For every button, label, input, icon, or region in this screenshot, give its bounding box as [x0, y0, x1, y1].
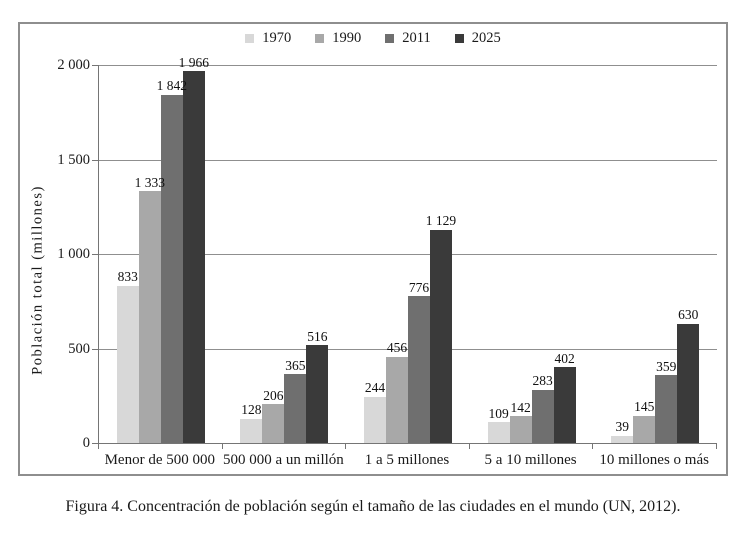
- x-axis-category-label: Menor de 500 000: [104, 452, 215, 468]
- bar-value-label: 1 333: [134, 174, 165, 190]
- bar-2025: [178, 54, 209, 443]
- y-axis-title: Población total (millones): [29, 185, 46, 375]
- legend-item-2011: [385, 31, 430, 46]
- plot-area: [98, 54, 717, 444]
- bar-1990: [262, 387, 284, 443]
- figure-caption: Figura 4. Concentración de población según el tamaño de las ciudades en el mundo (UN, 2012).: [65, 498, 681, 515]
- bar-2011: [284, 357, 306, 443]
- y-axis-tick-mark: [92, 349, 98, 350]
- bar-1990: [134, 174, 165, 443]
- bar-1990: [633, 399, 655, 443]
- bar-2011: [156, 78, 187, 443]
- x-axis-tick-mark: [592, 444, 593, 449]
- bar-value-label: 206: [263, 387, 284, 403]
- x-axis-category-label: 5 a 10 millones: [484, 452, 577, 468]
- bar-value-label: 776: [408, 279, 430, 295]
- bar-value-label: 39: [615, 419, 629, 435]
- bar-2011: [655, 358, 677, 443]
- y-axis-tick-label: 0: [82, 435, 90, 451]
- bar-value-label: 283: [532, 373, 553, 389]
- x-axis-tick-mark: [222, 444, 223, 449]
- bar-group-1: [99, 54, 223, 443]
- bar-value-label: 1 966: [178, 54, 209, 70]
- legend-label: 1970: [262, 30, 292, 46]
- bar-1970: [117, 269, 139, 443]
- bar-row: [117, 54, 209, 443]
- bar-2025: [677, 307, 699, 443]
- bar-2011: [408, 279, 430, 443]
- bar-1970: [240, 402, 262, 443]
- legend-item-1970: [245, 31, 291, 46]
- y-axis-tick-label: 1 500: [57, 151, 90, 168]
- bar-2025: [554, 350, 576, 443]
- x-axis-category-label: 10 millones o más: [599, 452, 709, 468]
- bar-value-label: 244: [364, 380, 386, 396]
- bar-row: [488, 350, 576, 443]
- bar-value-label: 365: [285, 357, 306, 373]
- bar-group-4: [470, 65, 594, 443]
- x-axis-tick-mark: [469, 444, 470, 449]
- y-axis-tick-label: 500: [68, 340, 90, 357]
- bar-2025: [425, 213, 457, 443]
- bar-value-label: 456: [386, 340, 408, 356]
- x-axis-category-label: 500 000 a un millón: [222, 452, 344, 468]
- bar-value-label: 128: [241, 402, 262, 418]
- bar-1990: [510, 399, 532, 443]
- bar-value-label: 145: [634, 399, 655, 415]
- bar-value-label: 109: [488, 405, 509, 421]
- bar-2011: [532, 373, 554, 443]
- bar-group-2: [223, 65, 347, 443]
- x-axis-tick-mark: [716, 444, 717, 449]
- bar-group-5: [593, 65, 717, 443]
- y-axis-tick-mark: [92, 160, 98, 161]
- bar-value-label: 516: [307, 328, 328, 344]
- legend-item-1990: [315, 31, 361, 46]
- x-axis-category-label: 1 a 5 millones: [364, 452, 450, 468]
- bar-value-label: 142: [510, 399, 531, 415]
- bar-2025: [306, 328, 328, 443]
- y-axis-tick-label: 2 000: [57, 57, 90, 73]
- legend-label: 1990: [332, 30, 362, 46]
- bar-value-label: 359: [656, 358, 677, 374]
- legend-label: 2025: [471, 30, 501, 46]
- legend-swatch-icon: [455, 34, 464, 43]
- legend-item-2025: [455, 31, 501, 46]
- bar-1990: [386, 340, 408, 443]
- bar-group-3: [346, 65, 470, 443]
- chart-legend: [20, 31, 726, 46]
- bar-1970: [488, 405, 510, 443]
- x-axis-tick-mark: [98, 444, 99, 449]
- bar-1970: [364, 380, 386, 443]
- legend-swatch-icon: [315, 34, 324, 43]
- bar-row: [240, 328, 328, 443]
- bar-row: [611, 307, 699, 443]
- bar-value-label: 1 842: [156, 78, 187, 94]
- y-axis-tick-label: 1 000: [57, 246, 90, 262]
- bar-value-label: 402: [554, 350, 575, 366]
- legend-label: 2011: [402, 30, 431, 46]
- legend-swatch-icon: [245, 34, 254, 43]
- legend-swatch-icon: [385, 34, 394, 43]
- x-axis-tick-mark: [345, 444, 346, 449]
- y-axis-tick-mark: [92, 65, 98, 66]
- bar-value-label: 833: [117, 269, 138, 285]
- bar-1970: [611, 419, 633, 443]
- bar-row: [364, 213, 457, 443]
- chart-frame: [18, 22, 728, 476]
- x-axis-labels: [98, 452, 716, 469]
- bar-value-label: 630: [678, 307, 699, 323]
- y-axis-tick-mark: [92, 254, 98, 255]
- bar-value-label: 1 129: [425, 213, 457, 229]
